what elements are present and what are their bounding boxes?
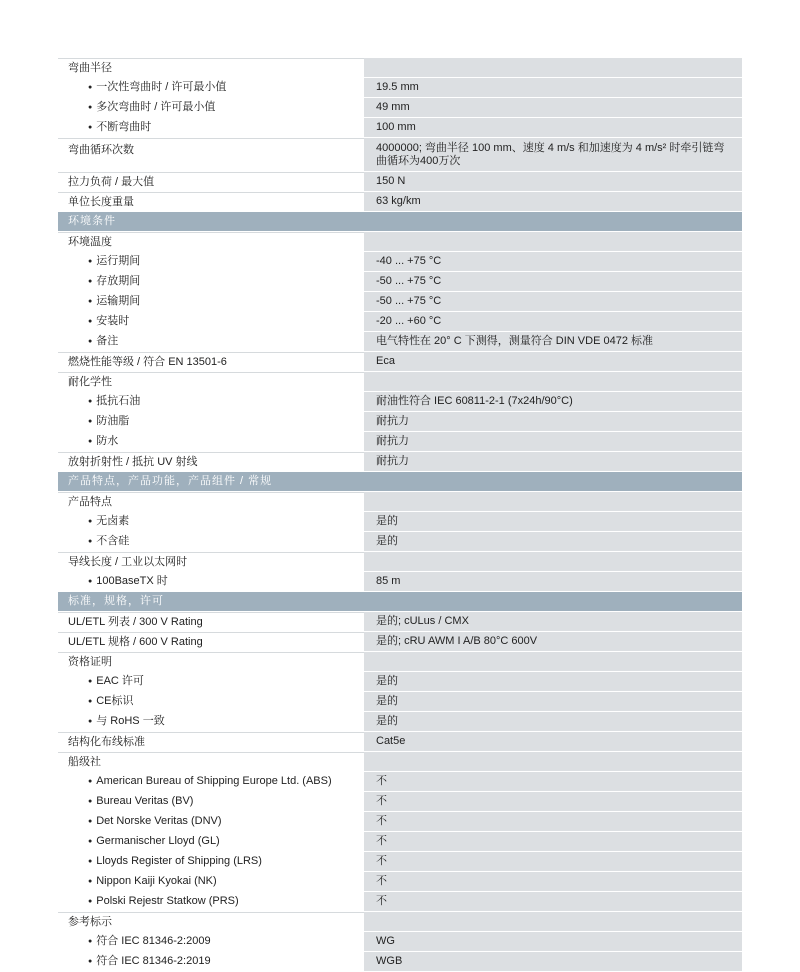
spec-label: UL/ETL 列表 / 300 V Rating (58, 612, 364, 631)
spec-subrow (58, 118, 742, 138)
spec-value: 100 mm (364, 118, 742, 137)
spec-subrow (58, 98, 742, 118)
spec-label: ● EAC 许可 (58, 672, 364, 691)
spec-value: 49 mm (364, 98, 742, 117)
spec-value: 不 (364, 892, 742, 911)
spec-label: ● Lloyds Register of Shipping (LRS) (58, 852, 364, 871)
spec-label: 环境温度 (58, 232, 364, 251)
spec-subrow (58, 392, 742, 412)
spec-label: ● 一次性弯曲时 / 许可最小值 (58, 78, 364, 97)
spec-label: ● American Bureau of Shipping Europe Ltd. (ABS) (58, 772, 364, 791)
spec-value: -20 ... +60 °C (364, 312, 742, 331)
spec-row (58, 492, 742, 512)
spec-label: ● 备注 (58, 332, 364, 351)
spec-subrow (58, 312, 742, 332)
spec-label: ● 存放期间 (58, 272, 364, 291)
spec-label: ● Det Norske Veritas (DNV) (58, 812, 364, 831)
spec-row (58, 632, 742, 652)
section-header: 产品特点，产品功能，产品组件 / 常规 (58, 472, 742, 492)
spec-label: 结构化布线标准 (58, 732, 364, 751)
spec-label: ● 100BaseTX 时 (58, 572, 364, 591)
spec-value: 不 (364, 812, 742, 831)
spec-label: ● 抵抗石油 (58, 392, 364, 411)
spec-subrow (58, 692, 742, 712)
spec-label: ● 防油脂 (58, 412, 364, 431)
spec-value: 不 (364, 792, 742, 811)
spec-subrow (58, 252, 742, 272)
spec-value: 是的; cRU AWM I A/B 80°C 600V (364, 632, 742, 651)
spec-value (364, 912, 742, 931)
spec-label: 资格证明 (58, 652, 364, 671)
spec-subrow (58, 712, 742, 732)
spec-label: ● Nippon Kaiji Kyokai (NK) (58, 872, 364, 891)
spec-value: 耐抗力 (364, 412, 742, 431)
spec-subrow (58, 932, 742, 952)
spec-row (58, 652, 742, 672)
spec-table (58, 58, 742, 972)
spec-value: 耐油性符合 IEC 60811-2-1 (7x24h/90°C) (364, 392, 742, 411)
spec-subrow (58, 792, 742, 812)
spec-label: ● 多次弯曲时 / 许可最小值 (58, 98, 364, 117)
spec-row (58, 552, 742, 572)
spec-label: ● 安装时 (58, 312, 364, 331)
spec-value: Cat5e (364, 732, 742, 751)
spec-subrow (58, 572, 742, 592)
spec-subrow (58, 412, 742, 432)
spec-row (58, 912, 742, 932)
spec-value: Eca (364, 352, 742, 371)
spec-value: 电气特性在 20° C 下测得，测量符合 DIN VDE 0472 标准 (364, 332, 742, 351)
spec-row (58, 752, 742, 772)
spec-value: WGB (364, 952, 742, 971)
spec-row (58, 232, 742, 252)
spec-value: 19.5 mm (364, 78, 742, 97)
spec-row (58, 612, 742, 632)
section-header: 环境条件 (58, 212, 742, 232)
spec-label: UL/ETL 规格 / 600 V Rating (58, 632, 364, 651)
spec-value: 耐抗力 (364, 432, 742, 451)
spec-subrow (58, 772, 742, 792)
spec-value: 不 (364, 852, 742, 871)
spec-label: ● 不断弯曲时 (58, 118, 364, 137)
spec-value: 是的 (364, 672, 742, 691)
spec-subrow (58, 332, 742, 352)
spec-label: ● Germanischer Lloyd (GL) (58, 832, 364, 851)
spec-value: -50 ... +75 °C (364, 272, 742, 291)
spec-subrow (58, 512, 742, 532)
spec-subrow (58, 872, 742, 892)
spec-subrow (58, 78, 742, 98)
spec-subrow (58, 892, 742, 912)
spec-label: ● 与 RoHS 一致 (58, 712, 364, 731)
spec-row (58, 352, 742, 372)
spec-value: 是的 (364, 712, 742, 731)
spec-value (364, 552, 742, 571)
spec-value: 耐抗力 (364, 452, 742, 471)
spec-label: 导线长度 / 工业以太网时 (58, 552, 364, 571)
spec-label: ● 不含硅 (58, 532, 364, 551)
spec-value (364, 372, 742, 391)
spec-label: 产品特点 (58, 492, 364, 511)
spec-subrow (58, 432, 742, 452)
spec-value: 是的 (364, 692, 742, 711)
spec-label: ● 符合 IEC 81346-2:2009 (58, 932, 364, 951)
spec-row (58, 732, 742, 752)
spec-value: 不 (364, 832, 742, 851)
spec-value: 63 kg/km (364, 192, 742, 211)
spec-row (58, 452, 742, 472)
spec-value: 不 (364, 772, 742, 791)
spec-subrow (58, 952, 742, 972)
spec-value: -50 ... +75 °C (364, 292, 742, 311)
spec-label: 船级社 (58, 752, 364, 771)
spec-value: 不 (364, 872, 742, 891)
spec-label: ● 符合 IEC 81346-2:2019 (58, 952, 364, 971)
spec-label: ● Bureau Veritas (BV) (58, 792, 364, 811)
spec-value: 是的; cULus / CMX (364, 612, 742, 631)
spec-value: 是的 (364, 532, 742, 551)
spec-subrow (58, 832, 742, 852)
spec-value: 是的 (364, 512, 742, 531)
spec-label: 弯曲循环次数 (58, 138, 364, 171)
spec-value (364, 232, 742, 251)
spec-value: 150 N (364, 172, 742, 191)
section-header: 标准，规格，许可 (58, 592, 742, 612)
spec-label: ● 运输期间 (58, 292, 364, 311)
spec-value (364, 652, 742, 671)
spec-label: ● Polski Rejestr Statkow (PRS) (58, 892, 364, 911)
spec-label: ● 运行期间 (58, 252, 364, 271)
spec-label: ● 防水 (58, 432, 364, 451)
spec-value (364, 492, 742, 511)
spec-value: WG (364, 932, 742, 951)
spec-value: 4000000; 弯曲半径 100 mm、速度 4 m/s 和加速度为 4 m/s² 时牵引链弯曲循环为400万次 (364, 138, 742, 171)
spec-value: 85 m (364, 572, 742, 591)
spec-subrow (58, 292, 742, 312)
spec-label: 燃烧性能等级 / 符合 EN 13501-6 (58, 352, 364, 371)
spec-label: 单位长度重量 (58, 192, 364, 211)
spec-label: 拉力负荷 / 最大值 (58, 172, 364, 191)
spec-row (58, 372, 742, 392)
spec-label: 放射折射性 / 抵抗 UV 射线 (58, 452, 364, 471)
spec-subrow (58, 532, 742, 552)
spec-label: 参考标示 (58, 912, 364, 931)
spec-row (58, 138, 742, 172)
spec-row (58, 172, 742, 192)
spec-label: 弯曲半径 (58, 58, 364, 77)
spec-label: 耐化学性 (58, 372, 364, 391)
spec-value (364, 58, 742, 77)
spec-subrow (58, 672, 742, 692)
spec-row (58, 58, 742, 78)
spec-value: -40 ... +75 °C (364, 252, 742, 271)
spec-subrow (58, 812, 742, 832)
spec-value (364, 752, 742, 771)
spec-subrow (58, 272, 742, 292)
spec-subrow (58, 852, 742, 872)
spec-row (58, 192, 742, 212)
spec-label: ● 无卤素 (58, 512, 364, 531)
spec-label: ● CE标识 (58, 692, 364, 711)
